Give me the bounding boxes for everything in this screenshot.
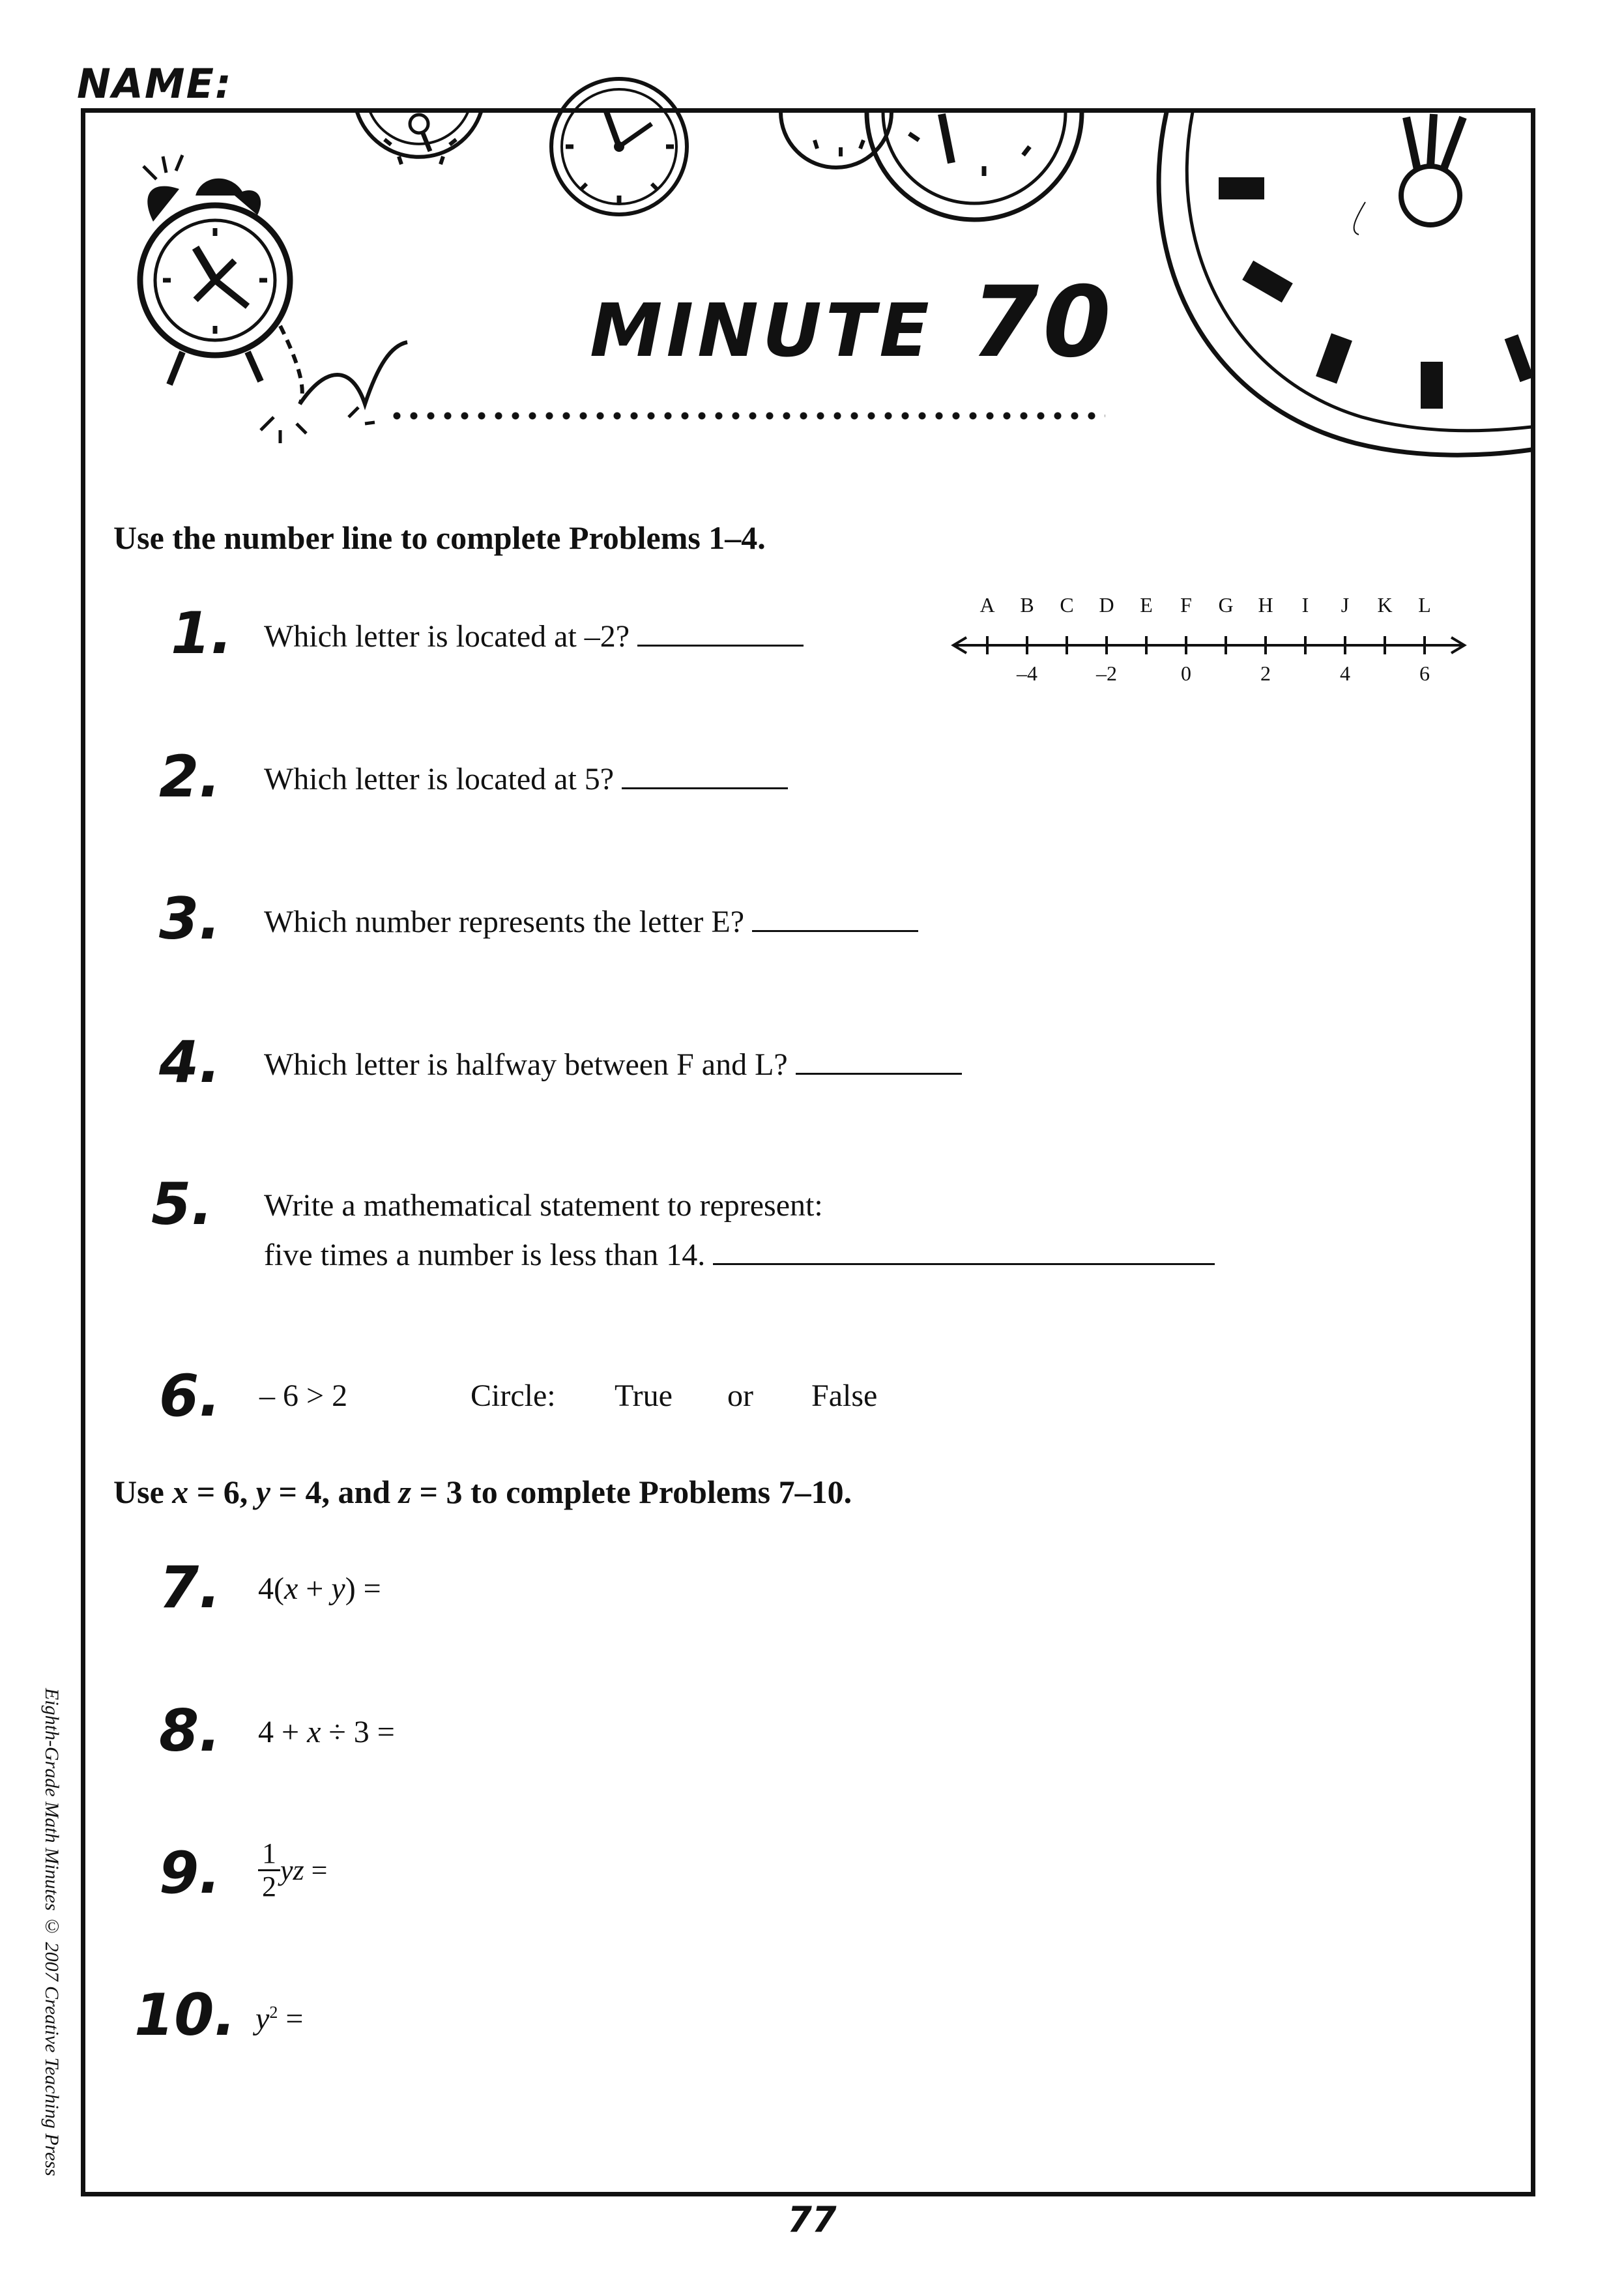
p7-var-x: x [283,1571,298,1606]
problem-10-expression [255,2001,303,2037]
p8-part-b: ÷ 3 = [321,1715,395,1749]
name-label: NAME: [77,60,233,108]
p9-fraction [258,1838,280,1903]
problem-2-answer-blank[interactable] [622,759,788,789]
number-line-value: –4 [1017,662,1037,685]
problem-1-text: Which letter is located at –2? [264,619,630,654]
problem-5-number: 5. [151,1171,213,1238]
section2-prefix: Use [113,1474,173,1510]
alarm-clock-icon [140,155,407,443]
number-line-value: 4 [1340,662,1350,685]
problem-9-number: 9. [159,1839,221,1906]
number-line-letter: I [1301,593,1309,617]
problem-8-expression [258,1714,395,1750]
copyright-credit: Eighth-Grade Math Minutes © 2007 Creative Teaching Press [41,1688,63,2176]
problem-2 [264,759,788,797]
title-word: MINUTE [590,289,933,373]
problem-6-true-option[interactable]: True [615,1378,673,1413]
number-line-letter: G [1218,593,1234,617]
page-title [590,266,1115,379]
medium-clock-icon [551,79,687,214]
p10-exponent: 2 [269,2003,278,2022]
section2-mid-1: = 6, [188,1474,256,1510]
number-line-letter: H [1258,593,1273,617]
problem-5 [264,1234,1215,1273]
page-number: 77 [787,2199,837,2240]
large-partial-clock-icon [867,112,1082,220]
p10-equals: = [278,2002,304,2036]
problem-3-answer-blank[interactable] [752,901,918,932]
problem-4-number: 4. [159,1028,221,1096]
problem-1 [264,616,804,654]
p9-denominator: 2 [262,1871,276,1903]
p7-part-a: 4( [258,1571,284,1606]
problem-6-or: or [727,1378,753,1413]
problem-6-circle-label: Circle: [471,1378,556,1413]
number-line-letter: A [979,593,995,617]
section2-var-y: y [255,1474,270,1510]
number-line-value: –2 [1096,662,1117,685]
number-line-value: 6 [1419,662,1430,685]
section2-var-x: x [172,1474,189,1510]
section1-instruction: Use the number line to complete Problems 1–4. [113,519,766,556]
problem-6-number: 6. [159,1362,221,1429]
p8-var-x: x [307,1715,321,1749]
number-line-value: 0 [1181,662,1191,685]
section2-mid-2: = 4, and [270,1474,399,1510]
problem-8-number: 8. [159,1697,221,1764]
number-line-letter: C [1060,593,1074,617]
problem-1-number: 1. [171,600,233,667]
title-dotted-underline [388,412,1105,420]
p9-equals: = [304,1854,328,1886]
p10-base: y [255,2002,270,2036]
number-line [948,593,1470,691]
problem-5-line-1: Write a mathematical statement to represent: [264,1188,823,1223]
problem-5-line-2: five times a number is less than 14. [264,1238,706,1272]
section2-var-z: z [398,1474,412,1510]
problem-4-text: Which letter is halfway between F and L? [264,1047,788,1082]
problem-1-answer-blank[interactable] [637,616,804,647]
small-clock-icon [357,112,481,164]
number-line-letter: F [1180,593,1192,617]
p7-var-y: y [331,1571,345,1606]
problem-6-false-option[interactable]: False [811,1378,878,1413]
partial-clock-icon [781,112,892,168]
problem-2-number: 2. [159,743,221,810]
p8-part-a: 4 + [258,1715,308,1749]
problem-3 [264,901,918,940]
p9-numerator: 1 [258,1838,280,1871]
title-number: 70 [970,266,1115,379]
problem-3-text: Which number represents the letter E? [264,905,745,939]
problem-7-number: 7. [159,1554,221,1621]
number-line-letter: K [1377,593,1393,617]
p7-part-b: + [298,1571,332,1606]
number-line-letter: J [1341,593,1350,617]
number-line-value: 2 [1260,662,1271,685]
problem-4 [264,1044,962,1083]
p7-part-c: ) = [345,1571,381,1606]
problem-2-text: Which letter is located at 5? [264,762,615,796]
problem-3-number: 3. [159,885,221,952]
section2-instruction [113,1473,852,1511]
problem-6-expression: – 6 > 2 [259,1378,348,1413]
problem-5-answer-blank[interactable] [713,1234,1215,1265]
problem-7-expression [258,1571,381,1607]
number-line-letter: B [1020,593,1034,617]
problem-4-answer-blank[interactable] [796,1044,962,1075]
number-line-letter: D [1099,593,1114,617]
number-line-letter: L [1418,593,1431,617]
giant-clock-icon [1159,112,1533,455]
problem-9-expression [258,1838,327,1903]
p9-vars: yz [280,1854,304,1886]
problem-10-number: 10. [134,1981,236,2048]
section2-suffix: = 3 to complete Problems 7–10. [411,1474,852,1510]
number-line-letter: E [1140,593,1153,617]
